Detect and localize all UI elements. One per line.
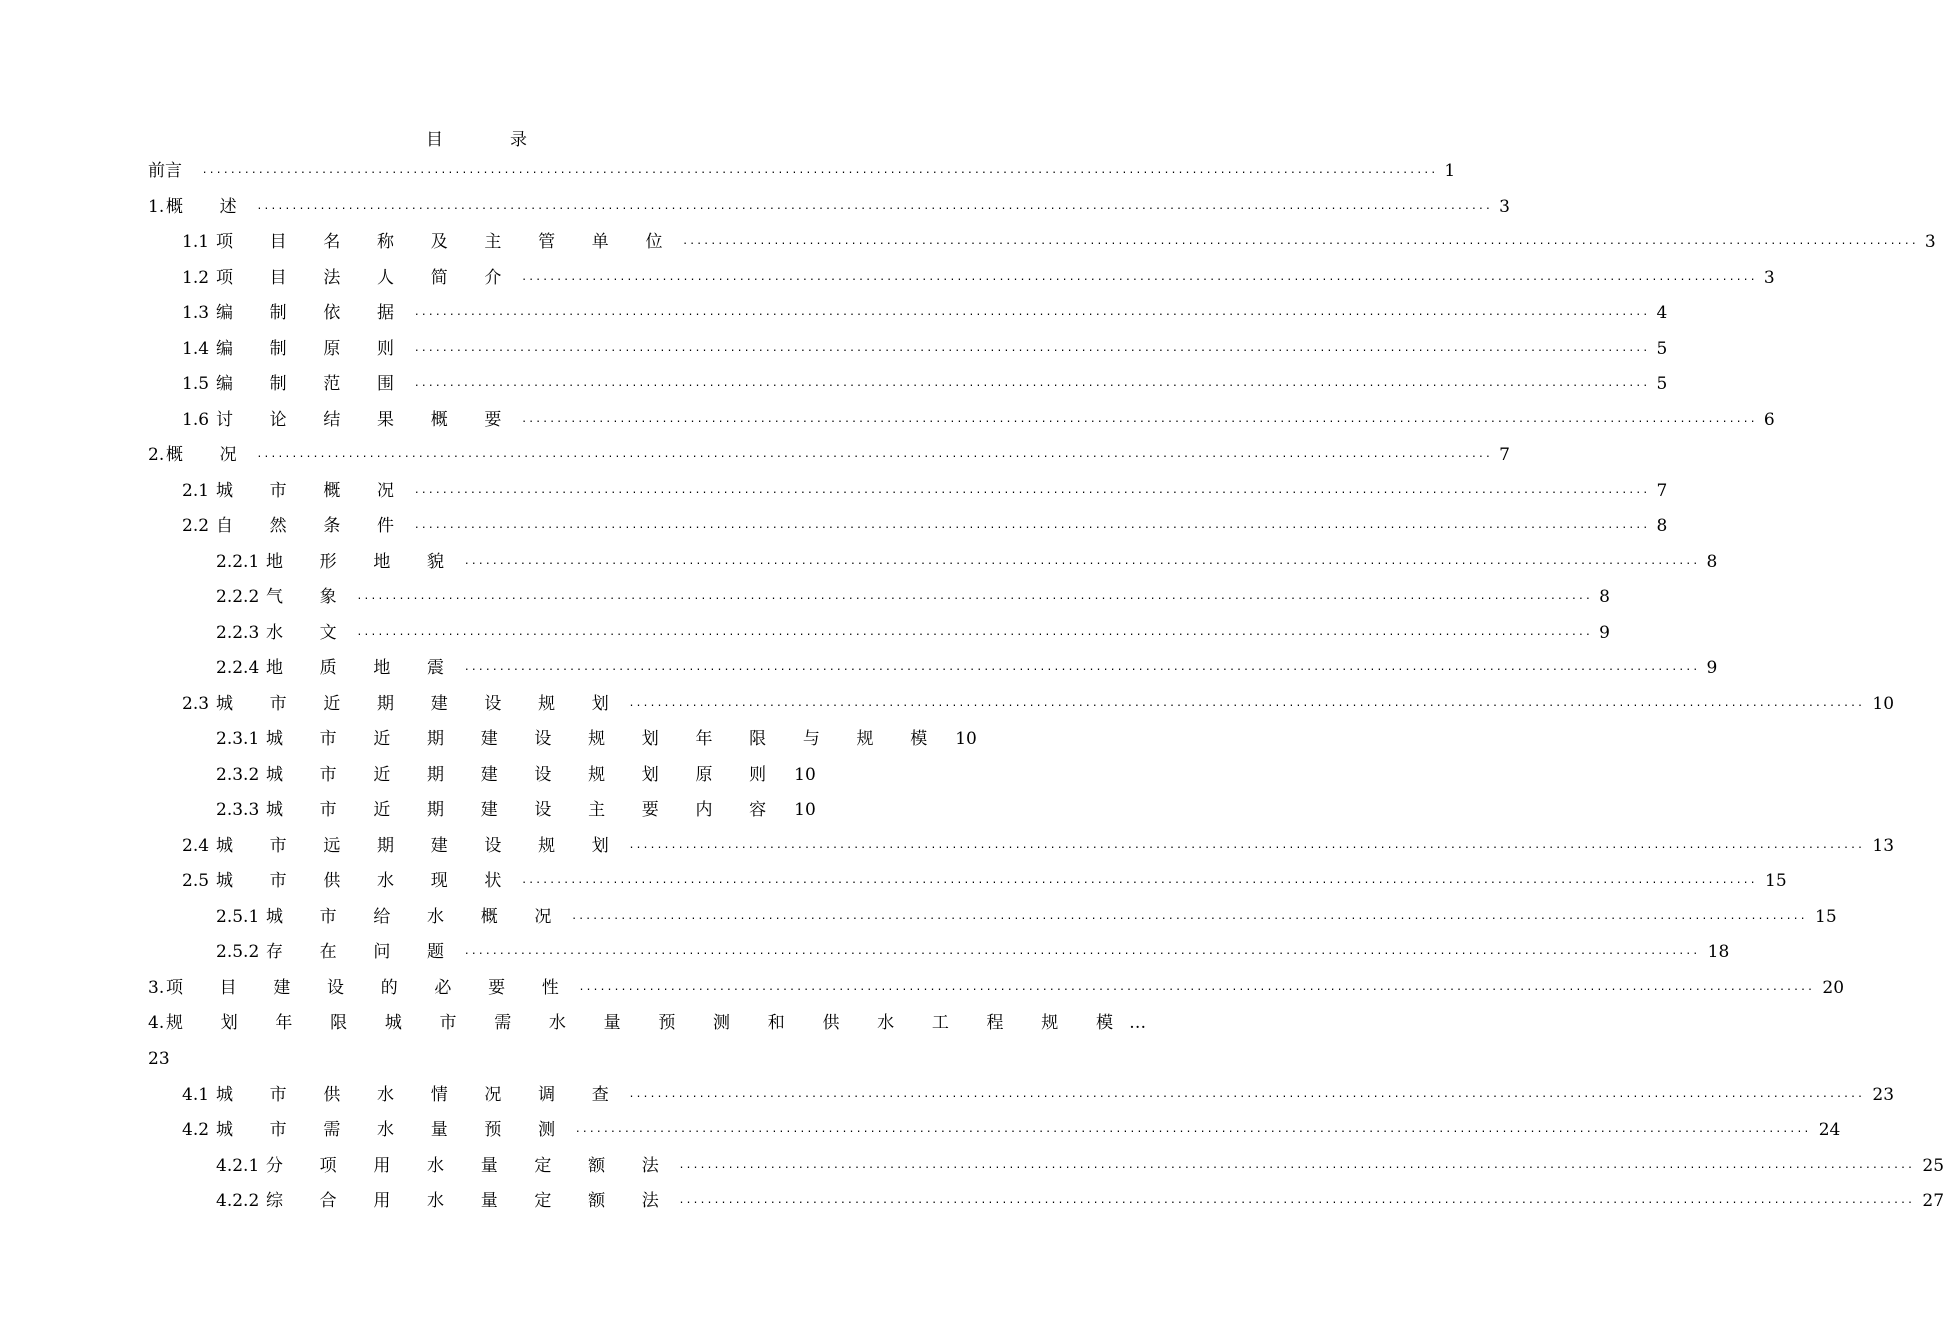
leader-dots: ................................................................................................................................................................................ [628, 1089, 1865, 1100]
leader-dots: ................................................................................................................................................................................ [463, 662, 1700, 673]
toc-entry-title: 言 [165, 161, 198, 181]
leader-dots: ................................................................................................................................................................................ [463, 556, 1700, 567]
toc-entry-title: 项 目 名 称 及 主 管 单 位 [216, 232, 679, 252]
toc-entry-number: 4. [148, 1013, 165, 1033]
toc-entry-2-2-1[interactable] [216, 544, 1718, 580]
toc-entry-title: 项 目 建 设 的 必 要 性 [166, 978, 575, 998]
toc-entry-page: 8 [1656, 516, 1668, 536]
toc-entry-2-3-1[interactable] [216, 721, 977, 757]
toc-entry-title: 编 制 原 则 [216, 339, 410, 359]
toc-entry-number: 1. [148, 197, 165, 217]
toc-entry-1-6[interactable] [182, 402, 1775, 438]
toc-entry-number: 4.1 [182, 1085, 210, 1105]
toc-entry-number: 2.1 [182, 481, 210, 501]
leader-dots: ................................................................................................................................................................................ [356, 591, 1592, 602]
toc-entry-title: 地 形 地 貌 [266, 552, 460, 572]
toc-entry-number: 4.2.2 [216, 1191, 260, 1211]
toc-entry-title: 城 市 近 期 建 设 规 划 [216, 694, 625, 714]
leader-dots: ................................................................................................................................................................................ [463, 946, 1700, 957]
toc-entry-page: 10 [794, 765, 816, 785]
toc-entry-2-5-2[interactable] [216, 934, 1730, 970]
toc-entry-page: 25 [1922, 1156, 1944, 1176]
toc-entry-1-2[interactable] [182, 260, 1775, 296]
toc-entry-title: 气 象 [266, 587, 353, 607]
toc-entry-page: 8 [1599, 587, 1610, 607]
toc-entry-2-4[interactable] [182, 828, 1895, 864]
toc-entry-number: 1.1 [182, 232, 210, 252]
toc-entry-4-page: 23 [148, 1049, 170, 1069]
toc-entry-title: 城 市 供 水 现 状 [216, 871, 518, 891]
toc-entry-2-2-2[interactable] [216, 579, 1610, 615]
toc-entry-page: 10 [1872, 694, 1895, 714]
toc-entry-number: 2.3 [182, 694, 210, 714]
toc-entry-title: 自 然 条 件 [216, 516, 410, 536]
leader-dots: ................................................................................................................................................................................ [678, 1160, 1915, 1171]
toc-entry-page: 7 [1499, 445, 1510, 465]
toc-entry-title: 城 市 需 水 量 预 测 [216, 1120, 571, 1140]
toc-entry-3[interactable] [148, 970, 1845, 1006]
toc-entry-2-3-2[interactable] [216, 757, 816, 793]
toc-entry-title: 项 目 法 人 简 介 [216, 268, 518, 288]
toc-entry-page: 15 [1815, 907, 1837, 927]
leader-dots: ................................................................................................................................................................................ [521, 875, 1757, 886]
toc-entry-title: 概 述 [166, 197, 253, 217]
toc-entry-number: 1.4 [182, 339, 210, 359]
toc-entry-title: 水 文 [266, 623, 353, 643]
toc-entry-page: 3 [1499, 197, 1510, 217]
toc-entry-page: 5 [1656, 339, 1668, 359]
toc-entry-number: 4.2 [182, 1120, 210, 1140]
wrap-ellipsis: … [1129, 1013, 1147, 1033]
toc-entry-1-3[interactable] [182, 295, 1668, 331]
leader-dots: ................................................................................................................................................................................ [574, 1124, 1811, 1135]
toc-entry-2-1[interactable] [182, 473, 1668, 509]
toc-entry-title: 城 市 概 况 [216, 481, 410, 501]
toc-entry-number: 3. [148, 978, 165, 998]
toc-entry-2-3[interactable] [182, 686, 1895, 722]
toc-entry-number: 2.3.1 [216, 729, 260, 749]
toc-entry-4-2-2[interactable] [216, 1183, 1944, 1219]
toc-entry-title: 存 在 问 题 [266, 942, 460, 962]
toc-entry-number: 2.3.2 [216, 765, 260, 785]
toc-entry-number: 2.2.1 [216, 552, 260, 572]
toc-entry-page: 15 [1765, 871, 1787, 891]
toc-entry-number: 2.4 [182, 836, 210, 856]
leader-dots: ................................................................................................................................................................................ [628, 698, 1865, 709]
leader-dots: ................................................................................................................................................................................ [356, 627, 1592, 638]
toc-entry-page: 4 [1656, 303, 1668, 323]
toc-entry-title: 城 市 近 期 建 设 规 划 年 限 与 规 模 [266, 729, 943, 749]
toc-heading-char-2: 录 [510, 130, 527, 150]
toc-entry-page: 6 [1763, 410, 1775, 430]
leader-dots: ................................................................................................................................................................................ [571, 911, 1807, 922]
toc-entry-preface[interactable] [148, 153, 1456, 189]
toc-entry-1-5[interactable] [182, 366, 1668, 402]
toc-entry-page: 1 [1444, 161, 1456, 181]
toc-entry-number: 2.3.3 [216, 800, 260, 820]
toc-entry-title: 讨 论 结 果 概 要 [216, 410, 518, 430]
toc-entry-4[interactable] [148, 1005, 1147, 1041]
toc-entry-1-4[interactable] [182, 331, 1668, 367]
leader-dots: ................................................................................................................................................................................ [413, 485, 1650, 496]
toc-entry-number: 2.2.3 [216, 623, 260, 643]
leader-dots: ................................................................................................................................................................................ [413, 378, 1650, 389]
toc-entry-title: 城 市 远 期 建 设 规 划 [216, 836, 625, 856]
toc-entry-2-5-1[interactable] [216, 899, 1837, 935]
toc-entry-title: 综 合 用 水 量 定 额 法 [266, 1191, 675, 1211]
toc-entry-1-1[interactable] [182, 224, 1936, 260]
toc-entry-2-5[interactable] [182, 863, 1787, 899]
toc-entry-page: 20 [1822, 978, 1845, 998]
leader-dots: ................................................................................................................................................................................ [256, 201, 1492, 212]
toc-entry-title: 城 市 供 水 情 况 调 查 [216, 1085, 625, 1105]
toc-entry-2-2-4[interactable] [216, 650, 1718, 686]
toc-entry-number: 1.2 [182, 268, 210, 288]
toc-entry-title: 城 市 给 水 概 况 [266, 907, 568, 927]
toc-entry-number: 1.6 [182, 410, 210, 430]
leader-dots: ................................................................................................................................................................................ [413, 343, 1650, 354]
leader-dots: ................................................................................................................................................................................ [521, 272, 1757, 283]
toc-entry-page: 9 [1706, 658, 1718, 678]
leader-dots: ................................................................................................................................................................................ [682, 236, 1918, 247]
toc-entry-title: 地 质 地 震 [266, 658, 460, 678]
toc-entry-page: 10 [955, 729, 977, 749]
toc-entry-number: 1.5 [182, 374, 210, 394]
leader-dots: ................................................................................................................................................................................ [521, 414, 1757, 425]
toc-entry-number: 2. [148, 445, 165, 465]
toc-entry-4-2[interactable] [182, 1112, 1841, 1148]
toc-entry-4-1[interactable] [182, 1077, 1895, 1113]
leader-dots: ................................................................................................................................................................................ [413, 520, 1650, 531]
toc-entry-title: 规 划 年 限 城 市 需 水 量 预 测 和 供 水 工 程 规 模 [166, 1013, 1130, 1033]
leader-dots: ................................................................................................................................................................................ [678, 1195, 1915, 1206]
toc-entry-page: 13 [1872, 836, 1895, 856]
leader-dots: ................................................................................................................................................................................ [256, 449, 1492, 460]
toc-entry-page: 10 [794, 800, 816, 820]
toc-entry-number: 2.5.1 [216, 907, 260, 927]
toc-entry-number: 2.5.2 [216, 942, 260, 962]
toc-entry-page: 23 [1872, 1085, 1895, 1105]
toc-entry-page: 5 [1656, 374, 1668, 394]
toc-entry-title: 概 况 [166, 445, 253, 465]
toc-entry-number: 前 [148, 161, 165, 181]
toc-entry-page: 9 [1599, 623, 1610, 643]
leader-dots: ................................................................................................................................................................................ [413, 307, 1650, 318]
toc-entry-2[interactable] [148, 437, 1510, 473]
toc-heading-char-1: 目 [426, 130, 443, 150]
toc-entry-title: 编 制 范 围 [216, 374, 410, 394]
toc-entry-2-2-3[interactable] [216, 615, 1610, 651]
toc-entry-2-2[interactable] [182, 508, 1668, 544]
leader-dots: ................................................................................................................................................................................ [578, 982, 1815, 993]
toc-entry-title: 分 项 用 水 量 定 额 法 [266, 1156, 675, 1176]
toc-entry-page: 3 [1924, 232, 1936, 252]
toc-entry-page: 24 [1818, 1120, 1841, 1140]
leader-dots: ................................................................................................................................................................................ [628, 840, 1865, 851]
toc-entry-page: 3 [1763, 268, 1775, 288]
toc-entry-number: 4.2.1 [216, 1156, 260, 1176]
toc-entry-number: 2.2 [182, 516, 210, 536]
toc-entry-title: 城 市 近 期 建 设 规 划 原 则 [266, 765, 782, 785]
toc-entry-number: 2.5 [182, 871, 210, 891]
toc-entry-page: 18 [1707, 942, 1730, 962]
toc-entry-title: 城 市 近 期 建 设 主 要 内 容 [266, 800, 782, 820]
toc-entry-number: 2.2.2 [216, 587, 260, 607]
toc-entry-2-3-3[interactable] [216, 792, 816, 828]
leader-dots: ................................................................................................................................................................................ [201, 165, 1438, 176]
toc-entry-1[interactable] [148, 189, 1510, 225]
toc-entry-number: 1.3 [182, 303, 210, 323]
toc-entry-page: 8 [1706, 552, 1718, 572]
toc-entry-4-2-1[interactable] [216, 1148, 1944, 1184]
toc-entry-page: 7 [1656, 481, 1668, 501]
toc-entry-page: 27 [1922, 1191, 1944, 1211]
toc-entry-title: 编 制 依 据 [216, 303, 410, 323]
toc-entry-number: 2.2.4 [216, 658, 260, 678]
